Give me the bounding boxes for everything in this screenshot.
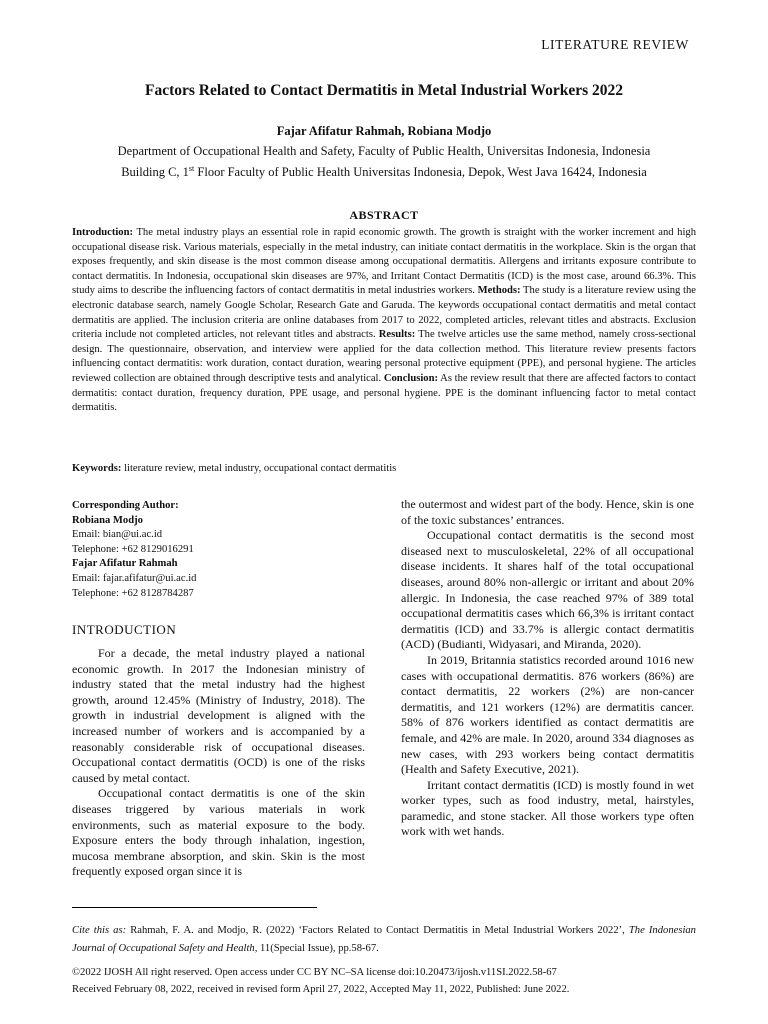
abstract-conclusion-text: As the review result that there are affected factors to contact dermatitis: contact duration, frequency duration, PPE usage, and personal hygiene. PPE is the dominant influencing factor to metal contact dermatitis.	[72, 372, 696, 414]
intro-paragraph-4: In 2019, Britannia statistics recorded around 1016 new cases with occupational dermatitis. 876 workers (86%) are contact dermatitis, 22 workers (2%) are non-cancer dermatitis, and 121 workers (12%) are dermatitis cancer. 58% of 876 workers identified as contact dermatitis are female, and 42% are male. In 2020, around 334 diagnoses as new cases, with 293 workers being contact dermatitis (Health and Safety Executive, 2021).	[401, 652, 694, 777]
affiliation-line-1: Department of Occupational Health and Safety, Faculty of Public Health, Universitas Indonesia, Indonesia	[117, 144, 651, 158]
authors: Fajar Afifatur Rahmah, Robiana Modjo	[276, 124, 492, 138]
history-line: Received February 08, 2022, received in revised form April 27, 2022, Accepted May 11, 2022, Published: June 2022.	[72, 984, 570, 995]
citation-authors: Rahmah, F. A. and Modjo, R. (2022) ‘Factors Related to Contact Dermatitis in Metal Industrial Workers 2022’,	[126, 925, 629, 936]
left-column	[72, 646, 365, 880]
affiliation-line-2-pre: Building C, 1	[121, 165, 189, 180]
section-label: LITERATURE REVIEW	[541, 37, 689, 52]
corresponding-author-block	[72, 499, 372, 601]
affiliation	[70, 143, 698, 181]
intro-paragraph-2: Occupational contact dermatitis is one of the skin diseases triggered by various materials in work environments, such as material exposure to the body. Exposure enters the body through inhalation, ingestion, mucosa membrane absorption, and skin. Skin is the most frequently exposed organ since it is	[72, 786, 365, 879]
keywords-text: literature review, metal industry, occupational contact dermatitis	[121, 463, 397, 474]
abstract-intro-label: Introduction:	[72, 227, 134, 238]
affiliation-line-2-post: Floor Faculty of Public Health Universitas Indonesia, Depok, West Java 16424, Indonesia	[194, 165, 647, 180]
abstract-methods-text: The study is a literature review using the electronic database search, namely Google Scholar, Research Gate and Garuda. The keywords occupational contact dermatitis and metal contact dermatitis are applied. The inclusion criteria are online databases from 2017 to 2022, completed articles, relevant titles and abstracts. Exclusion criteria include not completed articles, not relevant titles and abstracts.	[72, 285, 696, 341]
corresponding-heading: Corresponding Author:	[72, 500, 179, 511]
intro-paragraph-3: Occupational contact dermatitis is the second most diseased next to musculoskeletal, 22% of all occupational disease incidents. It shares half of the total occupational diseases, around 80% non-allergic or irritant and about 20% allergic. In Indonesia, the case reached 97% of 389 total occupational dermatitis cases which 66,3% is irritant contact dermatitis (ICD) and 33.7% is allergic contact dermatitis (ACD) (Budianti, Widyasari, and Miranda, 2020).	[401, 528, 694, 652]
citation	[72, 922, 696, 958]
corresponding-phone-1: Telephone: +62 8129016291	[72, 543, 194, 555]
right-column	[401, 497, 694, 840]
corresponding-email-1[interactable]: Email: bian@ui.ac.id	[72, 529, 163, 541]
corresponding-email-2[interactable]: Email: fajar.afifatur@ui.ac.id	[72, 572, 197, 584]
abstract-heading: ABSTRACT	[349, 208, 419, 222]
abstract-methods-label: Methods:	[477, 285, 521, 297]
footer	[72, 964, 696, 998]
corresponding-name-2: Fajar Afifatur Rahmah	[72, 558, 178, 570]
license-line: ©2022 IJOSH All right reserved. Open access under CC BY NC–SA license doi:10.20473/ijosh.v11SI.2022.58-67	[72, 967, 557, 978]
corresponding-name-1: Robiana Modjo	[72, 514, 143, 526]
corresponding-phone-2: Telephone: +62 8128784287	[72, 587, 194, 599]
intro-continuation: the outermost and widest part of the body. Hence, skin is one of the toxic substances’ entrances.	[401, 497, 694, 527]
intro-paragraph-5: Irritant contact dermatitis (ICD) is mostly found in wet worker types, such as food industry, metal, hairstyles, paramedic, and stone stacker. All those workers type often work with wet hands.	[401, 777, 694, 839]
abstract-results-text: The twelve articles use the same method, namely cross-sectional design. The questionnaire, observation, and interview were applied for the data collection method. This literature review presents factors influencing contact dermatitis: work duration, contact duration, wearing personal protective equipment (PPE), and personal hygiene. The articles reviewed collection are obtained through descriptive tests and analytical.	[72, 329, 696, 384]
keywords-label: Keywords:	[72, 463, 122, 474]
abstract-intro-text: The metal industry plays an essential role in rapid economic growth. The growth is straight with the worker increment and high occupational disease risk. Various materials, especially in the metal industry, can initiate contact dermatitis in the workplace. Skin is the organ that exposes frequently, and skin disease is the most common disease among occupational dermatitis. Allergens and irritants exposure contribute to contact dermatitis. In Indonesia, occupational skin diseases are 97%, and Irritant Contact Dermatitis (ICD) is the most case, around 66.3%. This study aims to describe the influencing factors of contact dermatitis in metal industries workers.	[72, 227, 696, 297]
footnote-divider	[72, 907, 317, 908]
abstract-conclusion-label: Conclusion:	[383, 372, 439, 384]
introduction-heading: INTRODUCTION	[72, 622, 177, 637]
intro-paragraph-1: For a decade, the metal industry played a national economic growth. In 2017 the Indonesian ministry of industry stated that the metal industry had the highest growth, around 12.45% (Ministry of Industry, 2018). The growth in industrial development is aligned with the increased number of workers and is accompanied by a reasonably considerable risk of occupational diseases. Occupational contact dermatitis (OCD) is one of the risks caused by metal contact.	[72, 646, 365, 785]
abstract-body	[72, 226, 696, 416]
citation-lead: Cite this as:	[72, 925, 127, 936]
keywords	[72, 463, 696, 474]
affiliation-line-2	[70, 160, 698, 181]
citation-details: , 11(Special Issue), pp.58-67.	[254, 943, 379, 954]
citation-journal: The Indonesian Journal of Occupational Safety and Health	[72, 925, 696, 954]
paper-title: Factors Related to Contact Dermatitis in Metal Industrial Workers 2022	[145, 82, 623, 99]
abstract-results-label: Results:	[378, 329, 416, 341]
affiliation-superscript: st	[188, 164, 195, 173]
